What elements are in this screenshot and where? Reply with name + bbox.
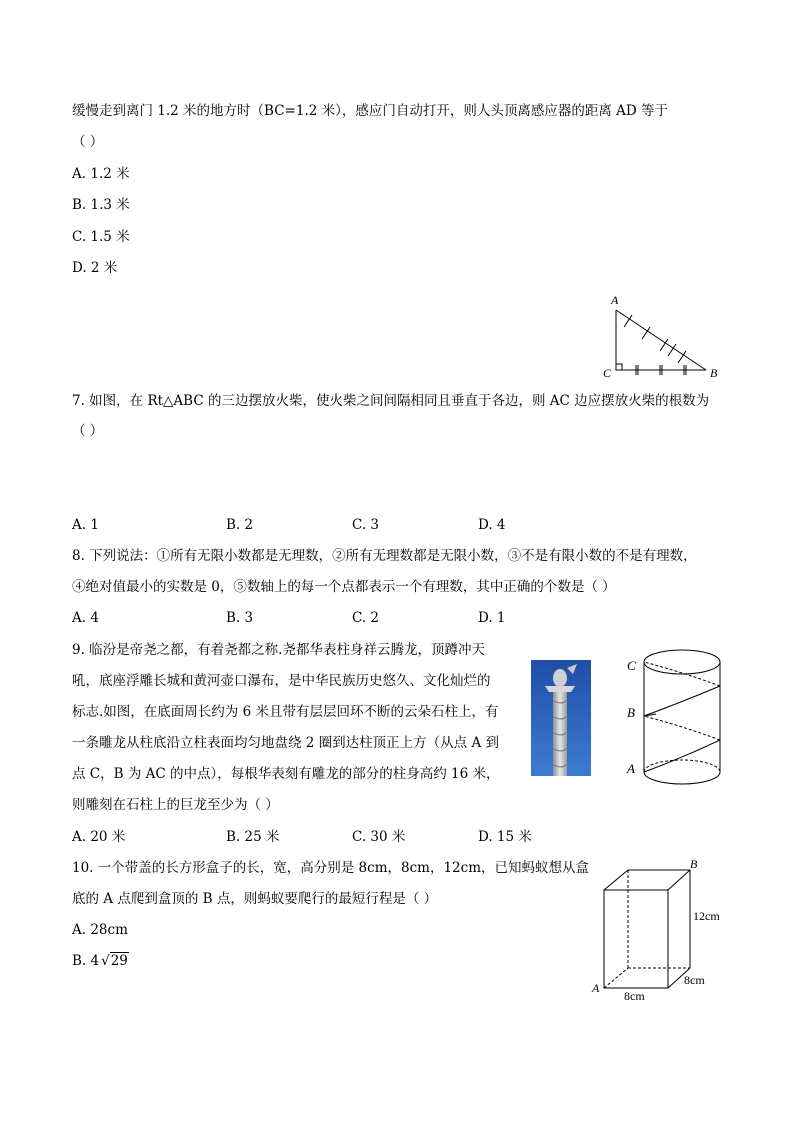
q7-triangle-figure	[596, 288, 726, 384]
q9-text-line6: 则雕刻在石柱上的巨龙至少为（ ）	[72, 797, 279, 813]
q9-option-a: A. 20 米	[72, 829, 126, 845]
q10-label-b: B	[690, 857, 698, 871]
q7-option-b: B. 2	[226, 517, 254, 533]
q9-text-line3: 标志.如图，在底面周长约为 6 米且带有层层回环不断的云朵石柱上，有	[72, 704, 499, 720]
q7-answer-paren: （ ）	[72, 423, 104, 439]
q6-option-c: C. 1.5 米	[72, 229, 130, 245]
q7-option-c: C. 3	[352, 517, 380, 533]
q9-label-a: A	[627, 761, 635, 776]
q6-option-a: A. 1.2 米	[72, 166, 130, 182]
q7-option-d: D. 4	[478, 517, 506, 533]
q9-option-d: D. 15 米	[478, 829, 532, 845]
sqrt-symbol: √	[101, 953, 110, 969]
q9-option-c: C. 30 米	[352, 829, 406, 845]
q10-option-b-radicand: 29	[110, 953, 128, 969]
q6-text-line1: 缓慢走到离门 1.2 米的地方时（BC=1.2 米），感应门自动打开，则人头顶离感应器的距离 AD 等于	[72, 103, 669, 119]
q7-label-b: B	[710, 366, 718, 380]
q10-option-b	[72, 951, 129, 971]
q10-label-width: 8cm	[624, 989, 645, 1003]
q8-option-b: B. 3	[226, 610, 254, 626]
q6-answer-paren: （ ）	[72, 134, 104, 150]
q9-label-c: C	[627, 658, 636, 673]
q6-option-b: B. 1.3 米	[72, 197, 130, 213]
q9-huabiao-photo	[531, 660, 591, 776]
q10-label-depth: 8cm	[684, 973, 705, 987]
q7-label-c: C	[603, 366, 612, 380]
q9-text-line1: 9. 临汾是帝尧之都，有着尧都之称.尧都华表柱身祥云腾龙，顶蹲冲天	[72, 642, 485, 658]
q7-label-a: A	[611, 293, 619, 307]
q10-label-height: 12cm	[693, 909, 720, 923]
q9-option-b: B. 25 米	[226, 829, 280, 845]
q10-box-figure	[590, 856, 730, 1004]
q9-cylinder-figure	[622, 640, 732, 790]
q7-text-line1: 7. 如图，在 Rt△ABC 的三边摆放火柴，使火柴之间间隔相同且垂直于各边，则 AC 边应摆放火柴的根数为	[72, 393, 710, 409]
q6-option-d: D. 2 米	[72, 260, 118, 276]
q7-option-a: A. 1	[72, 517, 99, 533]
q8-text-line1: 8. 下列说法：①所有无限小数都是无理数，②所有无理数都是无限小数，③不是有限小数的不是有理数，	[72, 548, 697, 564]
q8-option-d: D. 1	[478, 610, 506, 626]
q9-text-line5: 点 C，B 为 AC 的中点），每根华表刻有雕龙的部分的柱身高约 16 米，	[72, 766, 500, 782]
q8-option-c: C. 2	[352, 610, 380, 626]
q9-label-b: B	[627, 705, 635, 720]
q10-text-line2: 底的 A 点爬到盒顶的 B 点，则蚂蚁要爬行的最短行程是（ ）	[72, 891, 438, 907]
q9-text-line2: 吼，底座浮雕长城和黄河壶口瀑布，是中华民族历史悠久、文化灿烂的	[72, 673, 491, 689]
q10-label-a: A	[592, 981, 600, 995]
q10-text-line1: 10. 一个带盖的长方形盒子的长，宽，高分别是 8cm，8cm，12cm，已知蚂蚁想从盒	[72, 860, 589, 876]
q8-text-line2: ④绝对值最小的实数是 0，⑤数轴上的每一个点都表示一个有理数，其中正确的个数是（ ）	[72, 579, 616, 595]
q9-text-line4: 一条雕龙从柱底沿立柱表面均匀地盘绕 2 圈到达柱顶正上方（从点 A 到	[72, 735, 500, 751]
q10-option-a: A. 28cm	[72, 922, 128, 938]
q8-option-a: A. 4	[72, 610, 99, 626]
q10-option-b-prefix: B. 4	[72, 953, 100, 969]
